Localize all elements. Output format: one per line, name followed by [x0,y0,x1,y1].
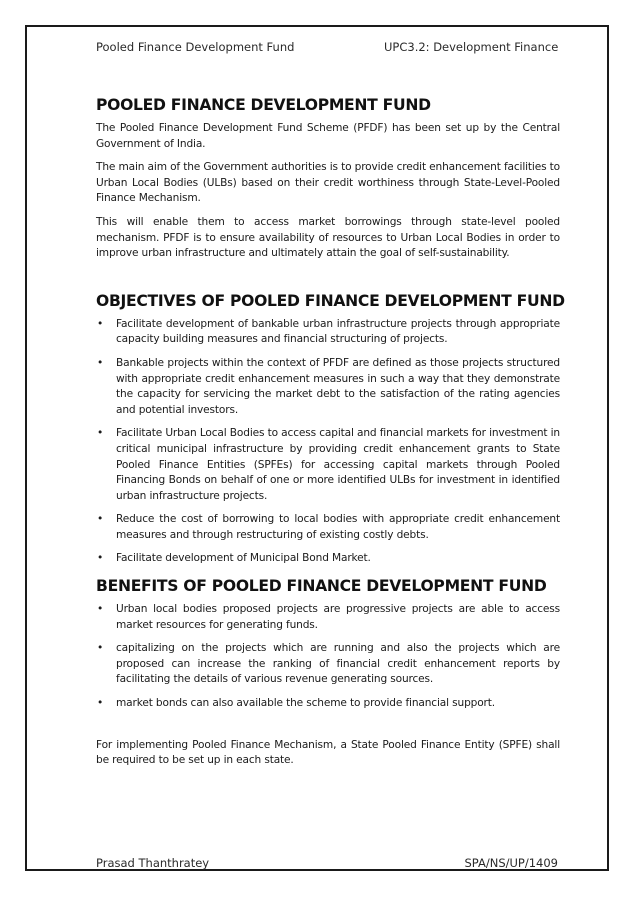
list-item [96,512,560,543]
benefits-heading: BENEFITS OF POOLED FINANCE DEVELOPMENT FUND [96,577,547,596]
intro-paragraph: The main aim of the Government authorities is to provide credit enhancement facilities to Urban Local Bodies (ULBs) based on their credit worthiness through State-Level-Pooled Finance Mechanism. [96,161,561,205]
closing-paragraph: For implementing Pooled Finance Mechanism, a State Pooled Finance Entity (SPFE) shall be required to be set up in each state. [96,738,560,767]
header-course-code: UPC3.2: Development Finance [384,40,559,54]
list-item-text: Facilitate development of bankable urban infrastructure projects through appropriate capacity building measures and financial structuring of projects. [116,317,560,346]
bullet-marker: • [97,513,104,526]
intro-paragraph: The Pooled Finance Development Fund Scheme (PFDF) has been set up by the Central Government of India. [96,122,560,150]
footer-author-name: Prasad Thanthratey [96,856,210,870]
list-item-text: Urban local bodies proposed projects are progressive projects are able to access market resources for generating funds. [116,603,560,631]
list-item [96,426,560,504]
list-item [96,317,560,348]
objectives-list [96,317,560,567]
benefits-section [96,577,560,712]
intro-section [96,96,560,262]
intro-heading: POOLED FINANCE DEVELOPMENT FUND [96,96,431,114]
header-document-title: Pooled Finance Development Fund [96,40,295,54]
list-item-text: Facilitate Urban Local Bodies to access capital and financial markets for investment in critical municipal infrastructure by providing credit enhancement grants to State Pooled Finance Entities (SPFEs) for accessing capital markets through Pooled Financing Bonds on behalf of one or more identified ULBs for investment in identified urban infrastructure projects. [116,427,560,502]
list-item [96,641,560,688]
list-item [96,696,560,712]
footer-student-id: SPA/NS/UP/1409 [464,856,558,870]
bullet-marker: • [97,356,104,369]
list-item-text: Bankable projects within the context of PFDF are defined as those projects structured with appropriate credit enhancement measures in such a way that they demonstrate the capacity for servicing the market debt to the satisfaction of the rating agencies and potential investors. [116,356,560,416]
intro-paragraph: This will enable them to access market borrowings through state-level pooled mechanism. PFDF is to ensure availability of resources to Urban Local Bodies in order to improve urban infrastructure and ultimately attain the goal of self-sustainability. [96,215,560,260]
bullet-marker: • [97,317,104,330]
bullet-marker: • [97,427,104,440]
list-item [96,551,560,567]
bullet-marker: • [97,697,104,710]
list-item [96,356,560,418]
objectives-heading: OBJECTIVES OF POOLED FINANCE DEVELOPMENT FUND [96,291,565,310]
bullet-marker: • [97,552,104,565]
bullet-marker: • [97,603,104,616]
document-body [96,96,565,777]
list-item-text: Reduce the cost of borrowing to local bodies with appropriate credit enhancement measures and through restructuring of existing costly debts. [116,513,560,541]
list-item-text: market bonds can also available the scheme to provide financial support. [116,697,495,710]
bullet-marker: • [97,642,104,655]
list-item-text: capitalizing on the projects which are running and also the projects which are proposed can increase the ranking of financial credit enhancement reports by facilitating the details of various revenue generating sources. [116,642,560,686]
objectives-section [96,291,565,567]
benefits-list [96,602,560,712]
list-item-text: Facilitate development of Municipal Bond Market. [116,552,371,565]
list-item [96,602,560,633]
